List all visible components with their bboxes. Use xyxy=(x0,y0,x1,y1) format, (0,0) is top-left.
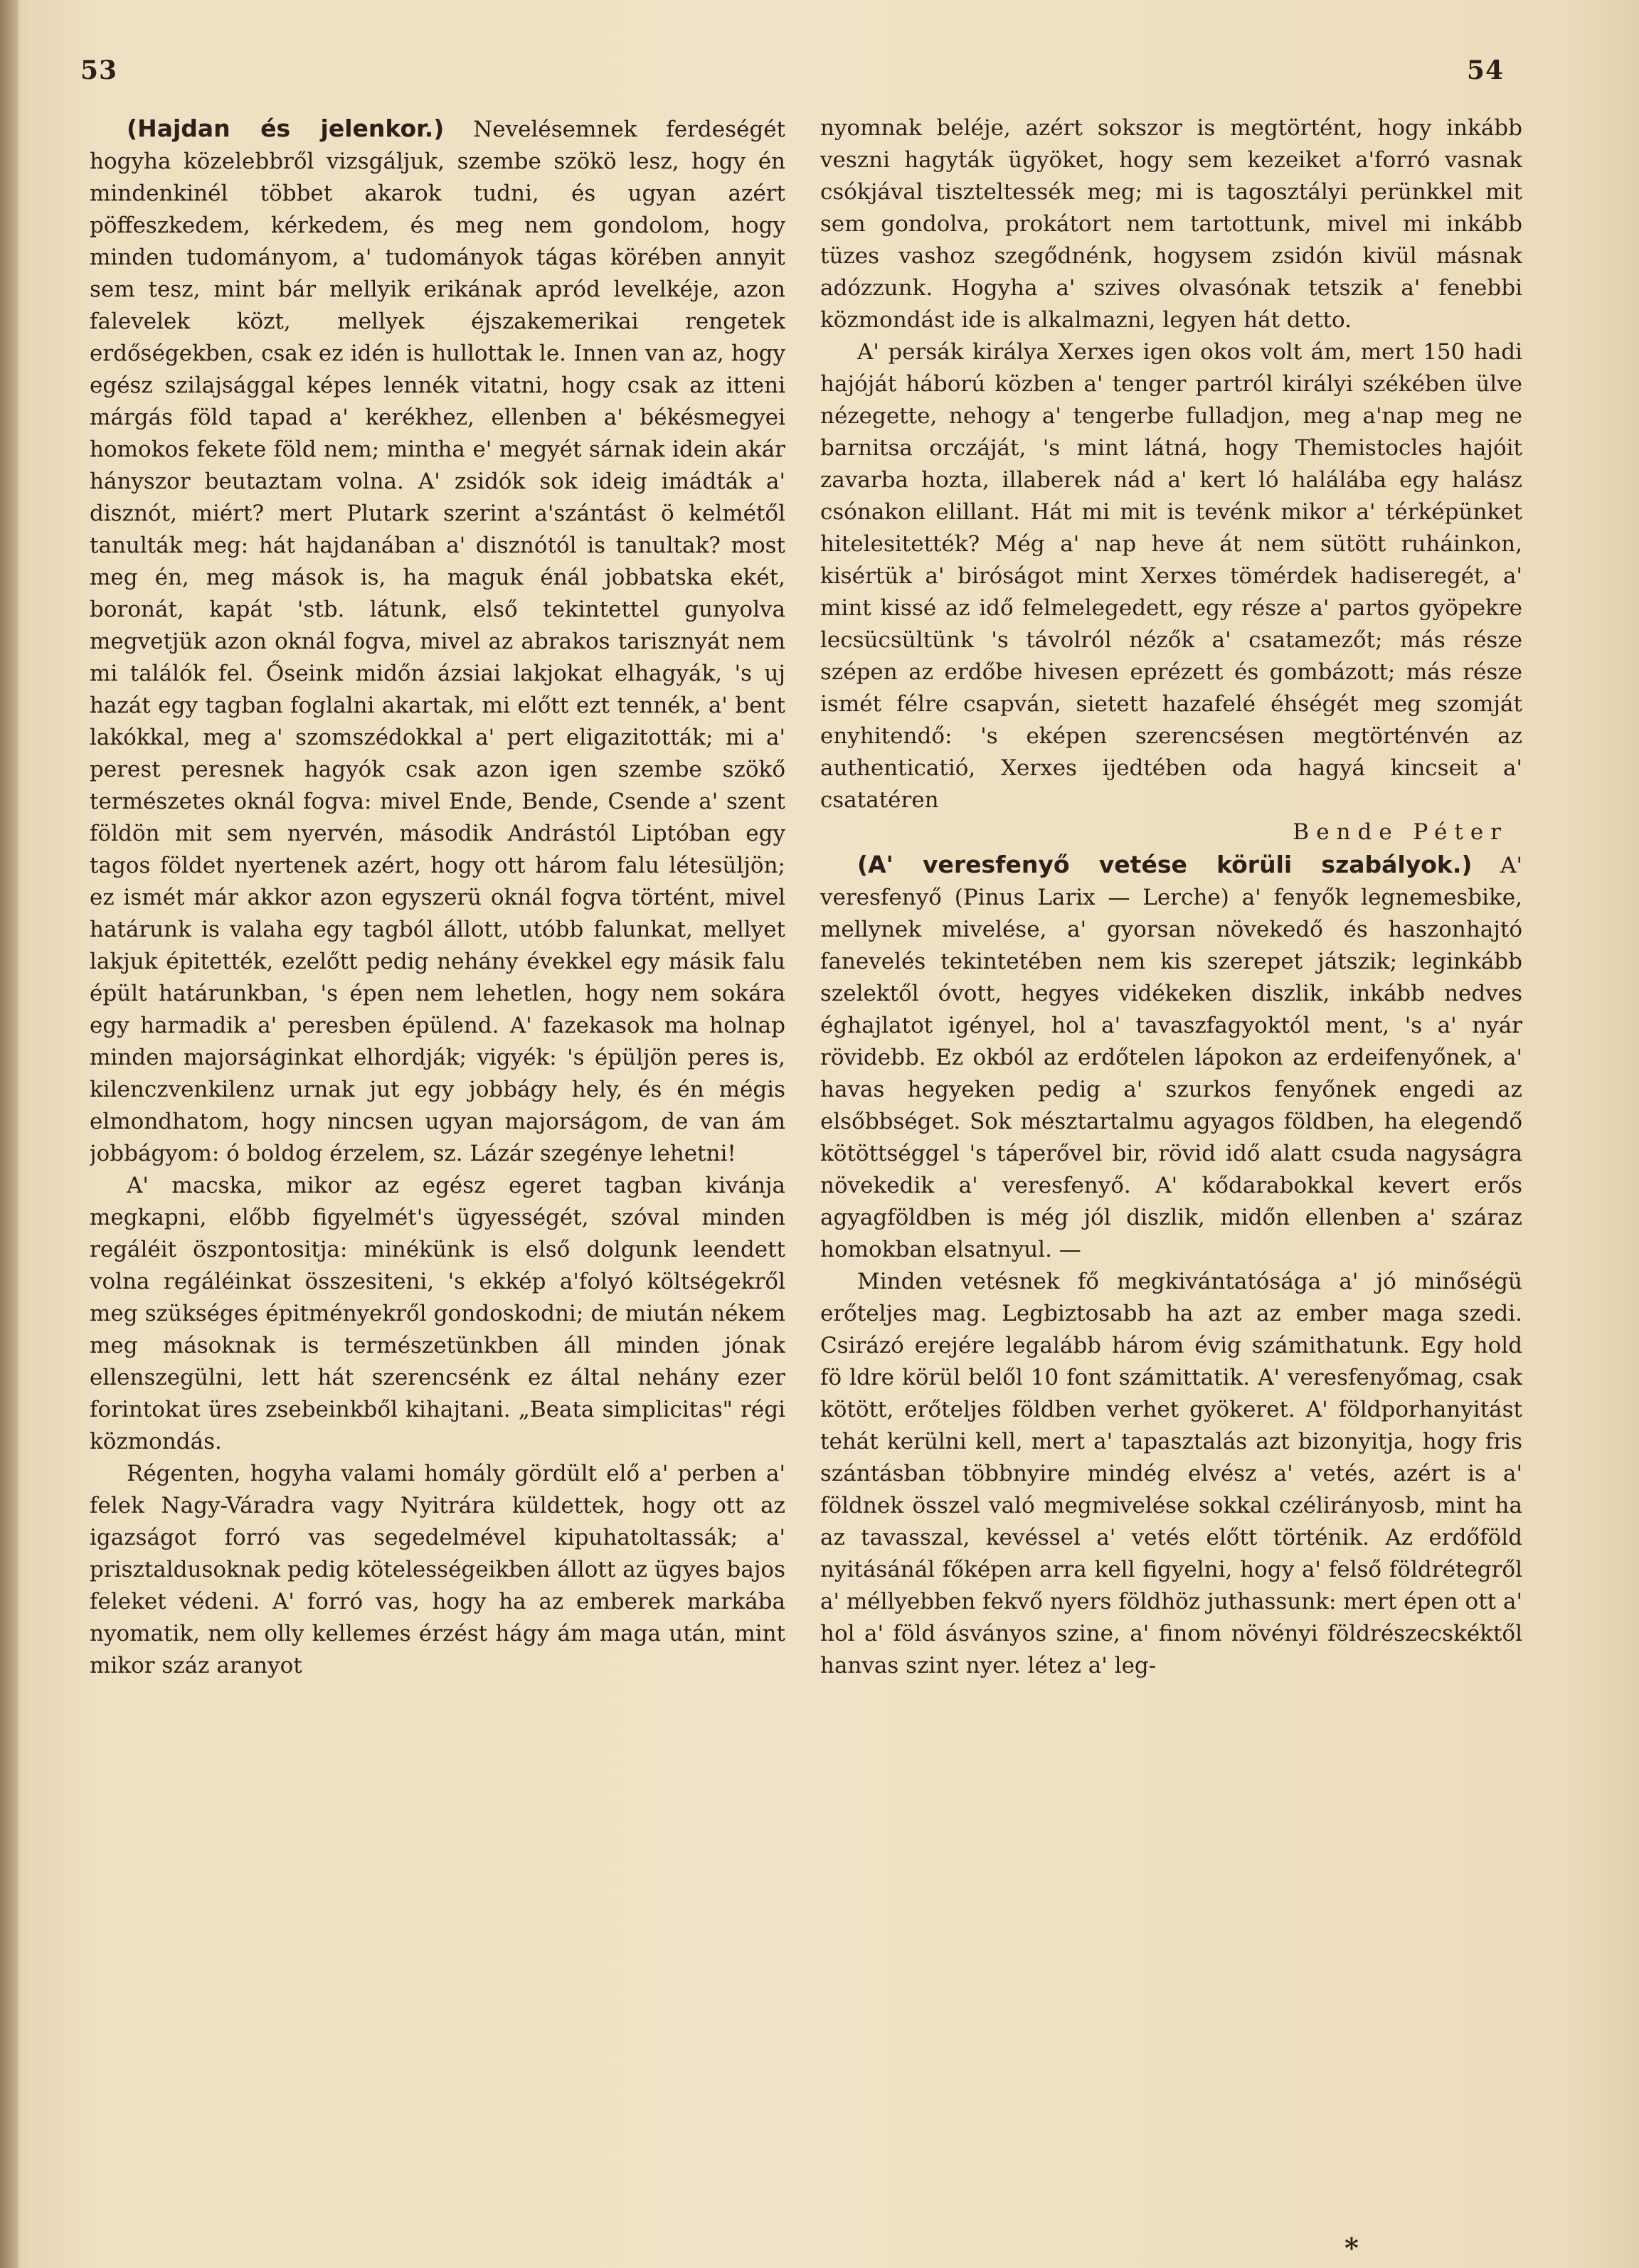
article-heading: (Hajdan és jelenkor.) xyxy=(127,115,445,142)
book-binding-edge xyxy=(0,0,18,2268)
paragraph xyxy=(90,112,785,1170)
paragraph-text: Nevelésemnek ferdeségét hogyha közelebbről vizsgáljuk, szembe szökö lesz, hogy én mindenkinél többet akarok tudni, és ugyan azért pöffeszkedem, kérkedem, és meg nem gondolom, hogy minden tudományom, a' tudományok tágas körében annyit sem tesz, mint bár mellyik erikának apród levelkéje, azon falevelek közt, mellyek éjszakemerikai rengetek erdőségekben, csak ez idén is hullottak le. Innen van az, hogy egész szilajsággal képes lennék vitatni, hogy csak az itteni márgás föld tapad a' kerékhez, ellenben a' békésmegyei homokos fekete föld nem; mintha e' megyét sárnak idein akár hányszor beutaztam volna. A' zsidók sok ideig imádták a' disznót, miért? mert Plutark szerint a'szántást ö kelmétől tanulták meg: hát hajdanában a' disznótól is tanultak? most meg én, meg mások is, ha maguk énál jobbatska ekét, boronát, kapát 'stb. látunk, első tekintettel gunyolva megvetjük azon oknál fogva, mivel az abrakos tarisznyát nem mi találók fel. Őseink midőn ázsiai lakjokat elhagyák, 's uj hazát egy tagban foglalni akartak, mi előtt ezt tennék, a' bent lakókkal, meg a' szomszédokkal a' pert eligazitották; mi a' perest peresnek hagyók csak azon igen szembe szökő természetes oknál fogva: mivel Ende, Bende, Csende a' szent földön mit sem nyervén, második Andrástól Liptóban egy tagos földet nyertenek azért, hogy ott három falu létesüljön; ez ismét már akkor azon egyszerü oknál fogva történt, mivel határunk is valaha egy tagból állott, utóbb falunkat, mellyet lakjuk épitették, ezelőtt pedig nehány évekkel egy másik falu épült határunkban, 's épen nem lehetlen, hogy nem sokára egy harmadik a' peresben épülend. A' fazekasok ma holnap minden majorságinkat elhordják; vigyék: 's épüljön peres is, kilenczvenkilenz urnak jut egy jobbágy hely, és én mégis elmondhatom, hogy nincsen ugyan majorságom, de van ám jobbágyom: ó boldog érzelem, sz. Lázár szegénye lehetni! xyxy=(90,117,785,1166)
right-column xyxy=(820,112,1522,2232)
paragraph: A' macska, mikor az egész egeret tagban kivánja megkapni, előbb figyelmét's ügyességét, szóval minden regáléit öszpontositja: minékünk is első dolgunk leendett volna regáléinkat összesiteni, 's ekkép a'folyó költségekről meg szükséges épitményekről gondoskodni; de miután nékem meg másoknak is természetünkben áll minden jónak ellenszegülni, lett hát szerencsénk ez által nehány ezer forintokat üres zsebeinkből kihajtani. „Beata simplicitas" régi közmondás. xyxy=(90,1173,785,1454)
paragraph: nyomnak beléje, azért sokszor is megtörtént, hogy inkább veszni hagyták ügyöket, hogy sem kezeiket a'forró vasnak csókjával tiszteltessék meg; mi is tagosztályi perünkkel mit sem gondolva, prokátort nem tartottunk, mivel mi inkább tüzes vashoz szegődnénk, hogysem zsidón kivül másnak adózzunk. Hogyha a' szives olvasónak tetszik a' fenebbi közmondást ide is alkalmazni, legyen hát detto. xyxy=(820,115,1522,333)
paragraph: Régenten, hogyha valami homály gördült elő a' perben a' felek Nagy-Váradra vagy Nyitrára küldettek, hogy ott az igazságot forró vas segedelmével kipuhatoltassák; a' prisztaldusoknak pedig kötelességeikben állott az ügyes bajos feleket védeni. A' forró vas, hogy ha az emberek markába nyomatik, nem olly kellemes érzést hágy ám maga után, mint mikor száz aranyot xyxy=(90,1461,785,1678)
signature-mark: * xyxy=(1344,2232,1359,2264)
paragraph xyxy=(820,848,1522,1266)
paragraph: Minden vetésnek fő megkivántatósága a' jó minőségü erőteljes mag. Legbiztosabb ha azt az ember maga szedi. Csirázó erejére legalább három évig számithatunk. Egy hold fö ldre körül belől 10 font számittatik. A' veresfenyőmag, csak kötött, erőteljes földben verhet gyökeret. A' földporhanyitást tehát kerülni kell, mert a' tapasztalás azt bizonyitja, hogy fris szántásban többnyire mindég elvész a' vetés, azért is a' földnek összel való megmivelése sokkal czélirányosb, mint ha az tavasszal, kevéssel a' vetés előtt történik. Az erdőföld nyitásánál főképen arra kell figyelni, hogy a' felső földrétegről a' méllyebben fekvő nyers földhöz juthassunk: mert épen ott a' hol a' föld ásványos szine, a' finom növényi földrészecskéktől hanvas szint nyer. létez a' leg- xyxy=(820,1269,1522,1678)
article-heading: (A' veresfenyő vetése körüli szabályok.) xyxy=(857,851,1473,878)
author-signature: Bende Péter xyxy=(1293,819,1508,845)
left-column xyxy=(90,112,785,2232)
paragraph-text: A' veresfenyő (Pinus Larix — Lerche) a' fenyők legnemesbike, mellynek mivelése, a' gyorsan növekedő és haszonhajtó fanevelés tekintetében nem kis szerepet játszik; leginkább szelektől óvott, hegyes vidékeken diszlik, inkább nedves éghajlatot igényel, hol a' tavaszfagyoktól ment, 's a' nyár rövidebb. Ez okból az erdőtelen lápokon az erdeifenyőnek, a' havas hegyeken pedig a' szurkos fenyőnek engedi az elsőbbséget. Sok mésztartalmu agyagos földben, ha elegendő kötöttséggel 's táperővel bir, rövid idő alatt csuda nagyságra növekedik a' veresfenyő. A' kődarabokkal kevert erős agyagföldben is még jól diszlik, midőn ellenben a' száraz homokban elsatnyul. — xyxy=(820,853,1522,1262)
page-number-left: 53 xyxy=(80,55,118,85)
page-number-right: 54 xyxy=(1466,55,1504,85)
paragraph: A' persák királya Xerxes igen okos volt ám, mert 150 hadi hajóját háború közben a' tenger partról királyi székében ülve nézegette, nehogy a' tengerbe fulladjon, meg a'nap meg ne barnitsa orczáját, 's mint látná, hogy Themistocles hajóit zavarba hozta, illaberek nád a' kert ló halálába egy halász csónakon elillant. Hát mi mit is tevénk mikor a' térképünket hitelesitették? Még a' nap heve át nem sütött ruháinkon, kisértük a' biróságot mint Xerxes tömérdek hadiseregét, a' mint kissé az idő felmelegedett, egy része a' partos gyöpekre lecsücsültünk 's távolról nézők a' csatamezőt; más része szépen az erdőbe hivesen eprézett és gombázott; más része ismét félre csapván, sietett hazafelé éhségét meg szomját enyhitendő: 's eképen szerencsésen megtörténvén az authenticatió, Xerxes ijedtében oda hagyá kincseit a' csatatéren xyxy=(820,339,1522,813)
